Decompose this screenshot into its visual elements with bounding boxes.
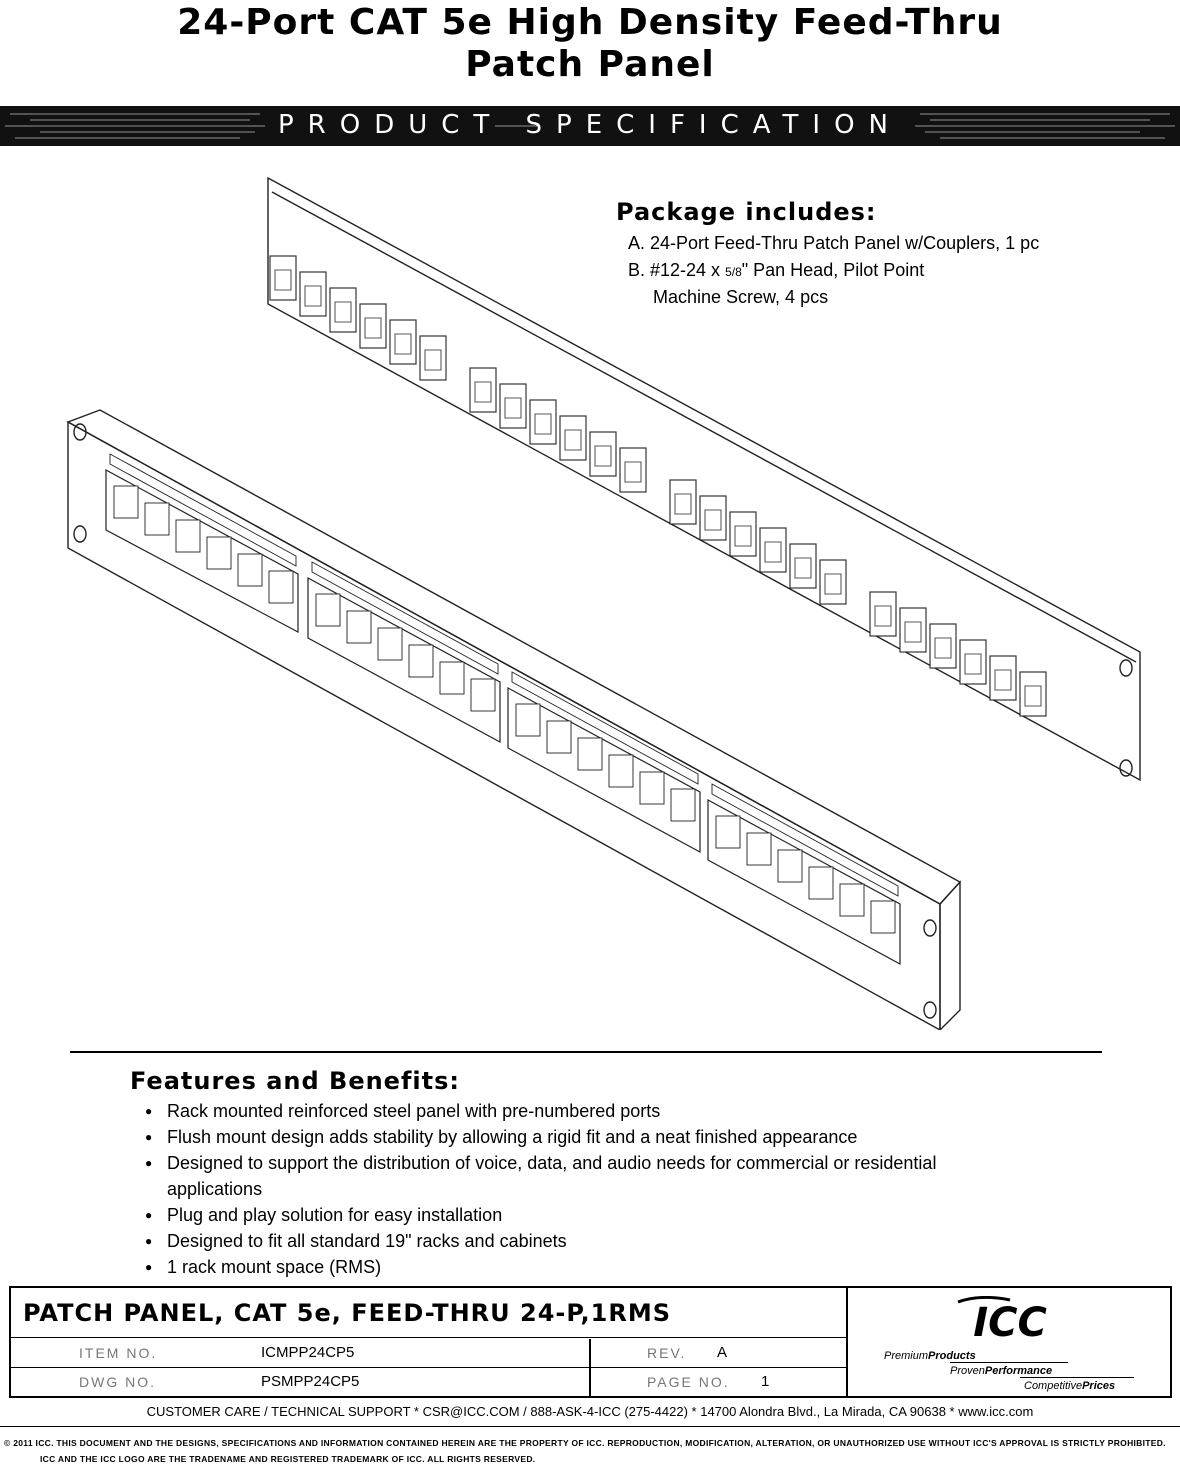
item-no-value: ICMPP24CP5	[261, 1344, 355, 1361]
rear-port-group-2	[470, 368, 646, 492]
features-heading: Features and Benefits:	[130, 1067, 460, 1095]
features-list	[145, 1098, 1005, 1280]
title-block-row-item	[11, 1339, 846, 1368]
section-divider	[70, 1051, 1102, 1053]
package-item-b	[628, 257, 924, 286]
footer-rule	[0, 1426, 1180, 1427]
rear-port-group-1	[270, 256, 446, 380]
rear-port-group-4	[870, 592, 1046, 716]
dwg-no-value: PSMPP24CP5	[261, 1373, 360, 1390]
logo-tag-word: Proven	[950, 1365, 985, 1377]
feature-item: ● Plug and play solution for easy installation	[145, 1202, 1005, 1228]
footer-copyright: © 2011 ICC. THIS DOCUMENT AND THE DESIGNS, SPECIFICATIONS AND INFORMATION CONTAINED HEREIN ARE THE PROPERTY OF ICC. REPRODUCTION, MODIFICATION, ALTERATION, OR UNAUTHORIZED USE WITHOUT ICC'S APPROVAL IS STRICTLY PROHIBITED.	[4, 1438, 1166, 1448]
title-block-row-dwg	[11, 1368, 846, 1397]
feature-item: ● Designed to support the distribution of voice, data, and audio needs for commercial or residential applications	[145, 1150, 1005, 1202]
page-title-line1: 24-Port CAT 5e High Density Feed-Thru	[177, 2, 1003, 43]
package-item-b-fraction: 5/8	[725, 265, 742, 279]
feature-item: ● Flush mount design adds stability by allowing a rigid fit and a neat finished appearance	[145, 1124, 1005, 1150]
front-panel-side	[940, 882, 960, 1030]
logo-tag-word: Competitive	[1024, 1380, 1083, 1392]
logo-rule-2	[1020, 1377, 1134, 1378]
patch-panel-illustration	[40, 170, 1160, 1030]
title-block-divider	[846, 1288, 848, 1396]
svg-text:ICC: ICC	[973, 1300, 1047, 1344]
feature-item: ● Designed to fit all standard 19" racks and cabinets	[145, 1228, 1005, 1254]
icc-logo-mark	[940, 1296, 1080, 1344]
logo-rule-1	[950, 1362, 1068, 1363]
logo-tagline-3	[1024, 1380, 1115, 1392]
logo-tag-word: Performance	[984, 1365, 1053, 1377]
footer-trademark: ICC AND THE ICC LOGO ARE THE TRADENAME AND REGISTERED TRADEMARK OF ICC. ALL RIGHTS RESERVED.	[40, 1454, 536, 1464]
page-no-value: 1	[761, 1373, 770, 1390]
logo-tagline-2	[950, 1365, 1052, 1377]
title-block-title: PATCH PANEL, CAT 5e, FEED-THRU 24-P,1RMS	[11, 1288, 846, 1338]
rear-port-group-3	[670, 480, 846, 604]
logo-tag-word: Products	[928, 1350, 976, 1362]
page-title	[0, 2, 1180, 86]
rev-label: REV.	[647, 1345, 687, 1361]
front-panel-top-edge	[68, 410, 960, 904]
item-no-label: ITEM NO.	[79, 1345, 158, 1361]
logo-tag-word: Prices	[1082, 1380, 1116, 1392]
package-heading: Package includes:	[616, 198, 877, 226]
package-item-b-post: " Pan Head, Pilot Point	[741, 260, 925, 280]
dwg-no-label: DWG NO.	[79, 1374, 156, 1390]
feature-item: ● 1 rack mount space (RMS)	[145, 1254, 1005, 1280]
logo-tagline-1	[884, 1350, 976, 1362]
logo-tag-word: Premium	[884, 1350, 929, 1362]
page-title-line2: Patch Panel	[465, 44, 715, 85]
page-no-label: PAGE NO.	[647, 1374, 730, 1390]
package-item-b-pre: B. #12-24 x	[628, 260, 726, 280]
package-item-b-line2: Machine Screw, 4 pcs	[653, 287, 829, 307]
banner-label: PRODUCT SPECIFICATION	[277, 110, 902, 140]
feature-item: ● Rack mounted reinforced steel panel with pre-numbered ports	[145, 1098, 1005, 1124]
footer-contact: CUSTOMER CARE / TECHNICAL SUPPORT * CSR@ICC.COM / 888-ASK-4-ICC (275-4422) * 14700 Alondra Blvd., La Mirada, CA 90638 * www.icc.com	[146, 1404, 1034, 1419]
rev-value: A	[717, 1344, 728, 1361]
package-item-a: A. 24-Port Feed-Thru Patch Panel w/Couplers, 1 pc	[628, 233, 1040, 253]
